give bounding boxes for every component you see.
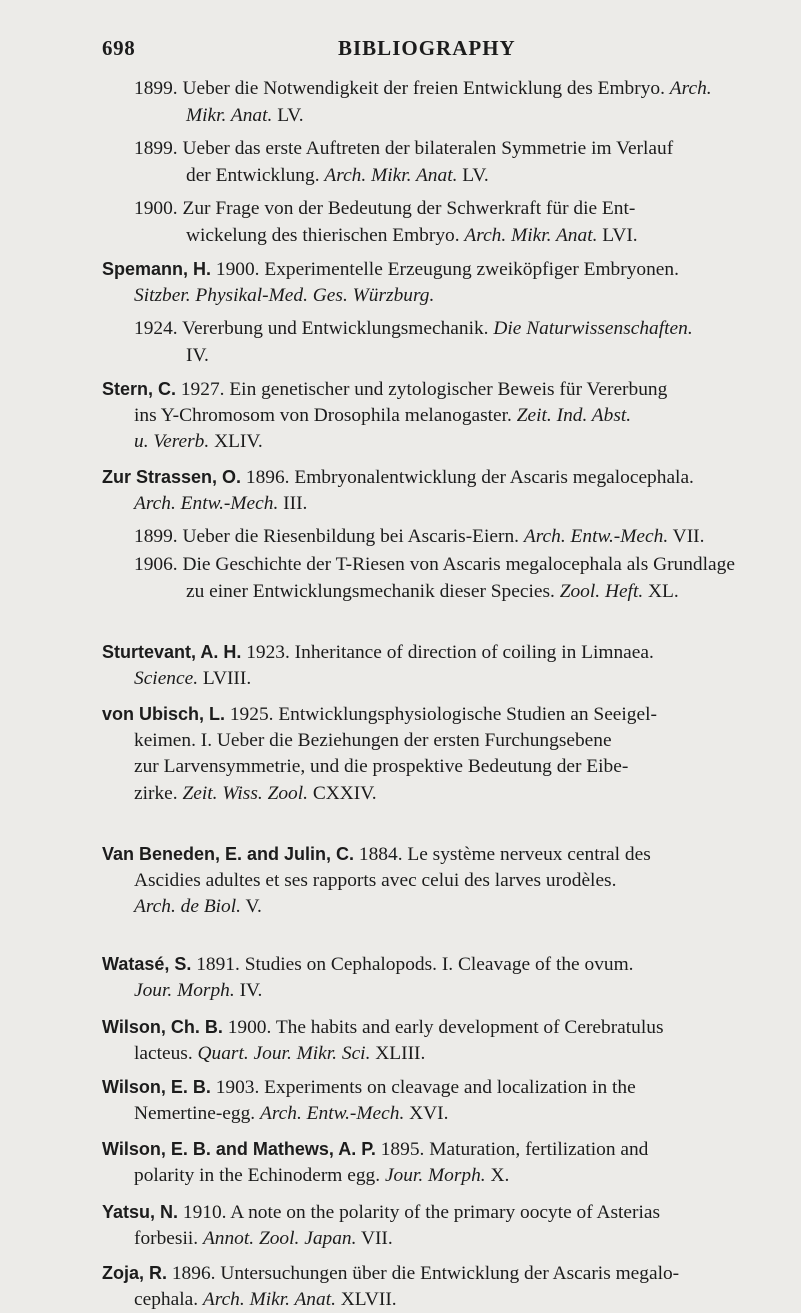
journal-title: Sitzber. Physikal-Med. Ges. Würzburg. — [134, 284, 435, 306]
citation-text: 1896. Untersuchungen über die Entwicklung der Ascaris megalo- — [167, 1263, 680, 1284]
author-name: Wilson, Ch. B. — [102, 1017, 223, 1037]
citation-text: 1896. Embryonalentwicklung der Ascaris megalocephala. — [241, 467, 694, 488]
volume-number: XLVII. — [335, 1288, 397, 1310]
journal-title: Arch. Mikr. Anat. — [324, 164, 458, 186]
entry-line — [134, 978, 262, 1004]
citation-text: 1900. Experimentelle Erzeugung zweiköpfiger Embryonen. — [211, 259, 679, 280]
citation-text: zu einer Entwicklungsmechanik dieser Species. — [186, 580, 560, 602]
volume-number: III. — [278, 492, 308, 514]
journal-title: Jour. Morph. — [384, 1164, 486, 1186]
citation-text: wickelung des thierischen Embryo. — [186, 224, 465, 246]
entry-line — [134, 1101, 448, 1127]
citation-text: 1927. Ein genetischer und zytologischer Beweis für Vererbung — [176, 379, 668, 400]
journal-title: Arch. Entw.-Mech. — [523, 526, 669, 547]
citation-text: Ascidies adultes et ses rapports avec celui des larves urodèles. — [134, 869, 617, 891]
author-name: Watasé, S. — [102, 954, 192, 974]
volume-number: LVIII. — [198, 667, 252, 689]
entry-line — [102, 1260, 679, 1287]
citation-text: zirke. — [134, 782, 183, 804]
volume-number: XL. — [643, 580, 679, 602]
entry-line — [102, 639, 654, 666]
author-name: Yatsu, N. — [102, 1202, 179, 1222]
entry-line — [134, 283, 434, 309]
journal-title: Quart. Jour. Mikr. Sci. — [197, 1042, 371, 1064]
citation-text: polarity in the Echinoderm egg. — [134, 1164, 385, 1186]
entry-line — [134, 316, 693, 342]
journal-title: Zool. Heft. — [559, 580, 644, 602]
volume-number: LV. — [457, 164, 489, 186]
volume-number: CXXIV. — [307, 782, 377, 804]
journal-title: u. Vererb. — [134, 431, 210, 452]
citation-text: zur Larvensymmetrie, und die prospektive Bedeutung der Eibe- — [134, 756, 629, 777]
author-name: Spemann, H. — [102, 259, 212, 279]
entry-line — [186, 103, 304, 129]
journal-title: Science. — [134, 667, 199, 689]
author-name: Van Beneden, E. and Julin, C. — [102, 844, 355, 864]
citation-text: 1891. Studies on Cephalopods. I. Cleavage of the ovum. — [191, 954, 634, 975]
entry-line — [134, 552, 735, 578]
entry-line — [186, 223, 638, 249]
citation-text: der Entwicklung. — [186, 164, 325, 186]
journal-title: Arch. Entw.-Mech. — [134, 492, 279, 514]
volume-number: LVI. — [597, 224, 638, 246]
author-name: Zur Strassen, O. — [102, 467, 242, 487]
entry-line — [134, 1287, 397, 1313]
volume-number: XVI. — [404, 1102, 449, 1124]
journal-title: Arch. Mikr. Anat. — [464, 224, 598, 246]
entry-line — [134, 491, 307, 517]
journal-title: Arch. de Biol. — [134, 896, 241, 917]
citation-text: lacteus. — [134, 1042, 198, 1064]
citation-text: 1903. Experiments on cleavage and localization in the — [210, 1077, 636, 1098]
entry-line — [134, 781, 377, 807]
citation-text: keimen. I. Ueber die Beziehungen der ersten Furchungsebene — [134, 729, 612, 751]
entry-line — [102, 464, 694, 491]
entry-line — [186, 163, 489, 189]
volume-number: XLIV. — [209, 431, 263, 452]
entry-line — [134, 666, 251, 692]
citation-text: 1899. Ueber die Riesenbildung bei Ascaris-Eiern. — [134, 526, 524, 547]
citation-text: 1884. Le système nerveux central des — [354, 844, 651, 865]
page-header — [102, 36, 712, 66]
entry-line — [134, 1226, 393, 1252]
volume-number: LV. — [272, 104, 304, 126]
citation-text: Nemertine-egg. — [134, 1102, 260, 1124]
journal-title: Die Naturwissenschaften. — [493, 318, 693, 339]
citation-text: 1900. The habits and early development of Cerebratulus — [222, 1017, 664, 1038]
citation-text: ins Y-Chromosom von Drosophila melanogaster. — [134, 404, 517, 426]
volume-number: XLIII. — [370, 1042, 426, 1064]
citation-text: cephala. — [134, 1288, 203, 1310]
entry-line — [102, 1074, 636, 1101]
running-title: BIBLIOGRAPHY — [338, 36, 516, 60]
author-name: Sturtevant, A. H. — [102, 642, 242, 662]
citation-text: 1899. Ueber das erste Auftreten der bilateralen Symmetrie im Verlauf — [134, 138, 674, 159]
citation-text: 1923. Inheritance of direction of coiling in Limnaea. — [241, 642, 654, 663]
entry-line — [134, 136, 673, 162]
volume-number: X. — [485, 1164, 510, 1186]
page-number: 698 — [102, 36, 136, 60]
entry-line — [134, 1163, 509, 1189]
entry-line — [134, 728, 612, 754]
citation-text: forbesii. — [134, 1227, 203, 1249]
entry-line — [134, 76, 712, 102]
journal-title: Mikr. Anat. — [186, 104, 273, 126]
entry-line — [134, 403, 631, 429]
entry-line — [134, 1041, 425, 1067]
author-name: von Ubisch, L. — [102, 704, 226, 724]
entry-line — [102, 376, 667, 403]
citation-text: 1906. Die Geschichte der T-Riesen von Ascaris megalocephala als Grundlage — [134, 554, 735, 575]
citation-text: 1924. Vererbung und Entwicklungsmechanik. — [134, 318, 494, 339]
entry-line — [102, 951, 634, 978]
citation-text: 1895. Maturation, fertilization and — [375, 1139, 649, 1160]
entry-line — [186, 579, 679, 605]
entry-line — [186, 343, 209, 369]
journal-title: Annot. Zool. Japan. — [202, 1227, 357, 1249]
volume-number: IV. — [234, 979, 263, 1001]
entry-line — [134, 196, 635, 222]
entry-line — [102, 1136, 648, 1163]
citation-text: 1899. Ueber die Notwendigkeit der freien Entwicklung des Embryo. — [134, 78, 670, 99]
author-name: Wilson, E. B. and Mathews, A. P. — [102, 1139, 376, 1159]
journal-title: Zeit. Wiss. Zool. — [182, 782, 308, 804]
entry-line — [102, 1014, 664, 1041]
journal-title: Arch. — [669, 78, 712, 99]
entry-line — [134, 754, 628, 780]
entry-line — [134, 868, 616, 894]
entry-line — [102, 1199, 660, 1226]
entry-line — [134, 429, 263, 455]
entry-line — [102, 701, 657, 728]
journal-title: Zeit. Ind. Abst. — [516, 404, 632, 426]
volume-number: V. — [240, 896, 262, 917]
journal-title: Arch. Mikr. Anat. — [202, 1288, 336, 1310]
citation-text: IV. — [186, 344, 209, 366]
volume-number: VII. — [668, 526, 705, 547]
entry-line — [102, 256, 679, 283]
journal-title: Jour. Morph. — [134, 979, 235, 1001]
citation-text: 1910. A note on the polarity of the primary oocyte of Asterias — [178, 1202, 661, 1223]
volume-number: VII. — [356, 1227, 393, 1249]
author-name: Zoja, R. — [102, 1263, 168, 1283]
citation-text: 1900. Zur Frage von der Bedeutung der Schwerkraft für die Ent- — [134, 198, 636, 219]
citation-text: 1925. Entwicklungsphysiologische Studien an Seeigel- — [225, 704, 657, 725]
author-name: Stern, C. — [102, 379, 177, 399]
author-name: Wilson, E. B. — [102, 1077, 211, 1097]
entry-line — [102, 841, 651, 868]
entry-line — [134, 524, 704, 550]
entry-line — [134, 894, 262, 920]
journal-title: Arch. Entw.-Mech. — [259, 1102, 405, 1124]
